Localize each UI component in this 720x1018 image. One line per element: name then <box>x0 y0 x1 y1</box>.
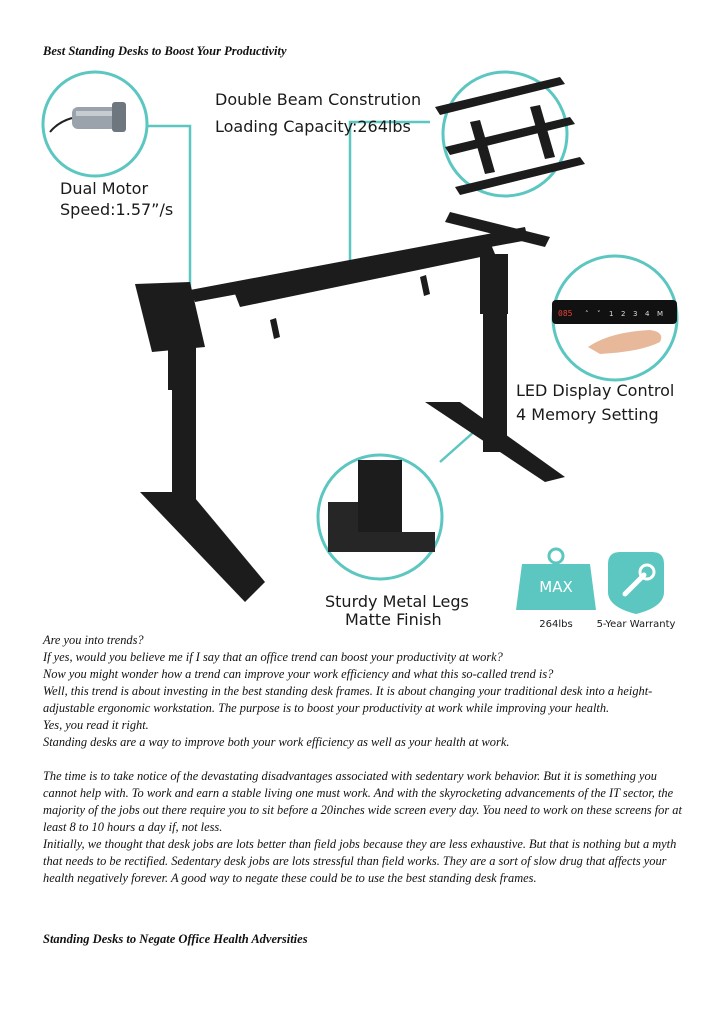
right-leg-upper <box>480 254 508 314</box>
keypad-key: ˅ <box>597 310 601 318</box>
legs-label-1: Sturdy Metal Legs <box>325 592 469 611</box>
led-label-2: 4 Memory Setting <box>516 405 659 424</box>
beam-label-2: Loading Capacity:264lbs <box>215 117 411 136</box>
keypad-key: M <box>657 310 664 318</box>
warranty-badge <box>597 552 676 630</box>
keypad-key: 2 <box>621 310 626 318</box>
led-callout-circle <box>552 256 677 380</box>
display-readout: 085 <box>558 309 573 318</box>
paragraph: Standing desks are a way to improve both your work efficiency as well as your health at work. <box>43 735 510 749</box>
page-heading: Best Standing Desks to Boost Your Productivity <box>43 44 287 58</box>
keypad-key: ˄ <box>585 310 589 318</box>
paragraph: The time is to take notice of the devastating disadvantages associated with sedentary work behavior. But it is something you cannot help with. To work and earn a stable living one must work. And with the skyrocketing advancements of the IT sector, the majority of the jobs out there require you to sit before a 20inches wide screen every day. You need to work on these screens for at least 8 to 10 hours a day if, not less. <box>43 769 682 834</box>
legs-label-2: Matte Finish <box>345 610 442 629</box>
keypad-key: 4 <box>645 310 650 318</box>
beam-callout-circle <box>435 72 585 196</box>
max-label: MAX <box>539 578 573 596</box>
motor-callout-circle <box>43 72 147 176</box>
weight-label: 264lbs <box>539 619 573 630</box>
left-leg-lower <box>172 382 196 502</box>
motor-label-2: Speed:1.57”/s <box>60 200 174 219</box>
keypad-key: 1 <box>609 310 614 318</box>
led-label-1: LED Display Control <box>516 381 675 400</box>
front-beam <box>190 227 528 302</box>
paragraph: Initially, we thought that desk jobs are lots better than field jobs because they are less exhaustive. But that is nothing but a myth that needs to be rectified. Sedentary desk jobs are lots stressful than field works. They are a sort of slow drug that affects your health negatively forever. A good way to negate these could be to use the best standing desk frames. <box>43 837 677 885</box>
paragraph-gap <box>43 751 683 768</box>
product-figure <box>40 62 690 632</box>
beam-label-1: Double Beam Constrution <box>215 90 422 109</box>
legs-callout-circle <box>318 455 442 579</box>
article-body <box>43 632 683 887</box>
left-leg-upper <box>168 330 196 390</box>
warranty-label: 5-Year Warranty <box>596 619 676 630</box>
paragraph: Now you might wonder how a trend can improve your work efficiency and what this so-called trend is? <box>43 667 554 681</box>
paragraph: Are you into trends? <box>43 633 144 647</box>
right-hook <box>420 275 430 296</box>
section-heading: Standing Desks to Negate Office Health Adversities <box>43 932 308 946</box>
left-hook <box>270 318 280 339</box>
max-weight-badge <box>516 549 596 630</box>
paragraph: Well, this trend is about investing in the best standing desk frames. It is about changing your traditional desk into a height-adjustable ergonomic workstation. The purpose is to boost your productivity at work while improving your health. <box>43 684 653 715</box>
keypad-key: 3 <box>633 310 638 318</box>
left-foot <box>140 492 265 602</box>
paragraph: Yes, you read it right. <box>43 718 149 732</box>
paragraph: If yes, would you believe me if I say that an office trend can boost your productivity at work? <box>43 650 503 664</box>
motor-label-1: Dual Motor <box>60 179 149 198</box>
